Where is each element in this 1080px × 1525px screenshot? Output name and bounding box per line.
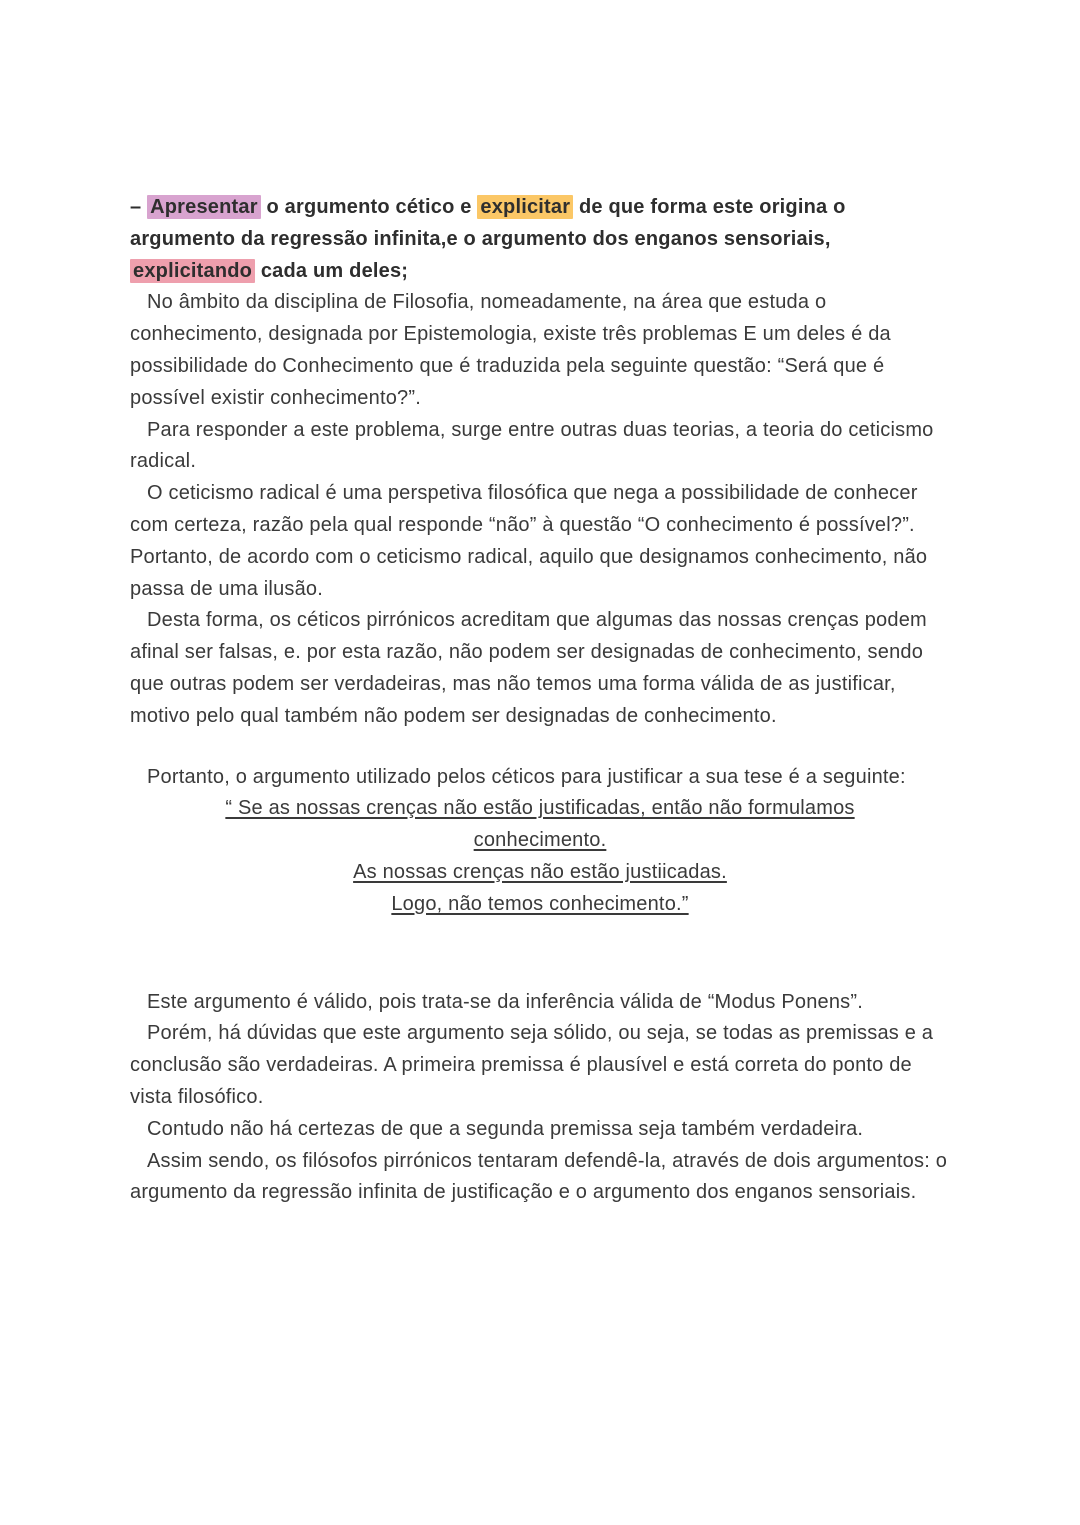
body-paragraph-ceticos-pirronicos: Desta forma, os céticos pirrónicos acreditam que algumas das nossas crenças podem afinal ser falsas, e. por esta razão, não podem ser designadas de conhecimento, sendo que outras podem ser verdadeiras, mas não temos uma forma válida de as justificar, motivo pelo qual também não podem ser designadas de conhecimento. [130, 609, 927, 727]
heading-text-1: o argumento cético e [260, 196, 478, 218]
heading-text-2: de que forma este origina o argumento da regressão infinita,e o argumento dos enganos sensoriais, [130, 196, 846, 250]
body-paragraph-dois-argumentos: Assim sendo, os filósofos pirrónicos tentaram defendê-la, através de dois argumentos: o argumento da regressão infinita de justificação e o argumento dos enganos sensoriais. [130, 1149, 948, 1204]
body-paragraph-epistemologia: No âmbito da disciplina de Filosofia, nomeadamente, na área que estuda o conhecimento, designada por Epistemologia, existe três problemas E um deles é da possibilidade do Conhecimento que é traduzida pela seguinte questão: “Será que é possível existir conhecimento?”. [130, 291, 891, 409]
body-paragraph-solido: Porém, há dúvidas que este argumento seja sólido, ou seja, se todas as premissas e a conclusão são verdadeiras. A primeira premissa é plausível e está correta do ponto de vista filosófico. [130, 1022, 934, 1108]
blank-line [130, 733, 950, 762]
heading-dash: – [130, 196, 148, 218]
quote-line-premise-2: As nossas crenças não estão justiicadas. [353, 860, 727, 883]
body-paragraph-ceticismo-radical: O ceticismo radical é uma perspetiva filosófica que nega a possibilidade de conhecer com certeza, razão pela qual responde “não” à questão “O conhecimento é possível?”. Portanto, de acordo com o ceticismo radical, aquilo que designamos conhecimento, não passa de uma ilusão. [130, 482, 928, 600]
heading-text-3: cada um deles; [255, 259, 409, 282]
body-paragraph-argumento-intro: Portanto, o argumento utilizado pelos céticos para justificar a sua tese é a seguinte: [147, 765, 906, 788]
heading [130, 192, 950, 287]
body-paragraph-teorias: Para responder a este problema, surge entre outras duas teorias, a teoria do ceticismo radical. [130, 418, 934, 473]
heading-highlight-purple: Apresentar [147, 195, 261, 219]
quote-line-conclusion: Logo, não temos conhecimento.” [391, 892, 689, 915]
heading-highlight-yellow: explicitar [477, 195, 573, 219]
heading-highlight-pink: explicitando [130, 259, 255, 283]
blank-lines [130, 921, 950, 987]
argument-quote [190, 793, 890, 920]
quote-line-premise-1: “ Se as nossas crenças não estão justificadas, então não formulamos conhecimento. [225, 797, 855, 852]
body-paragraph-segunda-premissa: Contudo não há certezas de que a segunda premissa seja também verdadeira. [147, 1117, 864, 1140]
body-paragraph-modus-ponens: Este argumento é válido, pois trata-se da inferência válida de “Modus Ponens”. [147, 990, 863, 1013]
